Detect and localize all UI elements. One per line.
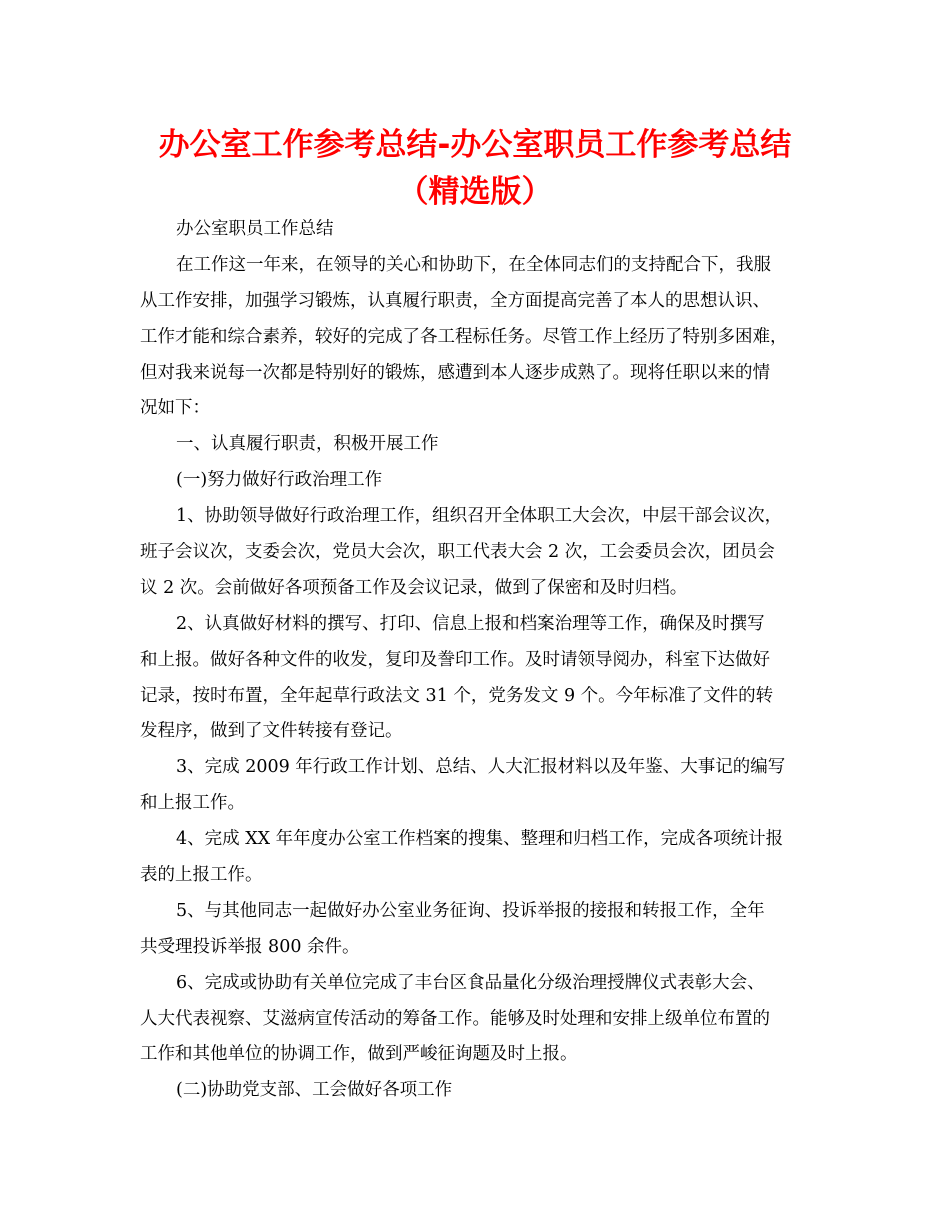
paragraph-line: 记录，按时布置，全年起草行政法文 31 个，党务发文 9 个。今年标准了文件的转	[140, 685, 774, 706]
paragraph-line: (一)努力做好行政治理工作	[176, 470, 383, 491]
paragraph-line: 一、认真履行职责，积极开展工作	[176, 434, 439, 455]
paragraph-line: 但对我来说每一次都是特别好的锻炼，感遭到本人逐步成熟了。现将任职以来的情	[140, 362, 770, 383]
paragraph-line: 和上报工作。	[140, 793, 245, 814]
document-title: 办公室工作参考总结-办公室职员工作参考总结	[158, 127, 792, 163]
paragraph-line: 2、认真做好材料的撰写、打印、信息上报和档案治理等工作，确保及时撰写	[176, 613, 765, 634]
paragraph-line: 6、完成或协助有关单位完成了丰台区食品量化分级治理授牌仪式表彰大会、	[176, 972, 765, 993]
paragraph-line: 共受理投诉举报 800 余件。	[140, 936, 360, 957]
paragraph-line: 4、完成 XX 年年度办公室工作档案的搜集、整理和归档工作，完成各项统计报	[176, 829, 784, 850]
paragraph-line: 班子会议次，支委会次，党员大会次，职工代表大会 2 次，工会委员会次，团员会	[140, 542, 775, 563]
paragraph-line: 1、协助领导做好行政治理工作，组织召开全体职工大会次，中层干部会议次，	[176, 506, 783, 527]
paragraph-line: 5、与其他同志一起做好办公室业务征询、投诉举报的接报和转报工作，全年	[176, 900, 765, 921]
paragraph-line: 表的上报工作。	[140, 865, 263, 886]
paragraph-line: 议 2 次。会前做好各项预备工作及会议记录，做到了保密和及时归档。	[140, 577, 688, 598]
paragraph-line: 发程序，做到了文件转接有登记。	[140, 721, 403, 742]
paragraph-line: 和上报。做好各种文件的收发，复印及誊印工作。及时请领导阅办，科室下达做好	[140, 649, 770, 670]
paragraph-line: 从工作安排，加强学习锻炼，认真履行职责，全方面提高完善了本人的思想认识、	[140, 290, 770, 311]
paragraph-line: 在工作这一年来，在领导的关心和协助下，在全体同志们的支持配合下，我服	[176, 254, 771, 275]
paragraph-line: 工作才能和综合素养，较好的完成了各工程标任务。尽管工作上经历了特别多困难，	[140, 326, 788, 347]
paragraph-line: 3、完成 2009 年行政工作计划、总结、人大汇报材料以及年鉴、大事记的编写	[176, 757, 786, 778]
paragraph-line: (二)协助党支部、工会做好各项工作	[176, 1080, 453, 1101]
paragraph-line: 况如下：	[140, 398, 210, 419]
paragraph-line: 工作和其他单位的协调工作，做到严峻征询题及时上报。	[140, 1044, 578, 1065]
paragraph-line: 办公室职员工作总结	[176, 219, 334, 239]
paragraph-line: 人大代表视察、艾滋病宣传活动的筹备工作。能够及时处理和安排上级单位布置的	[140, 1008, 770, 1029]
document-body	[140, 212, 816, 1109]
document-title-suffix: （精选版）	[397, 174, 553, 210]
